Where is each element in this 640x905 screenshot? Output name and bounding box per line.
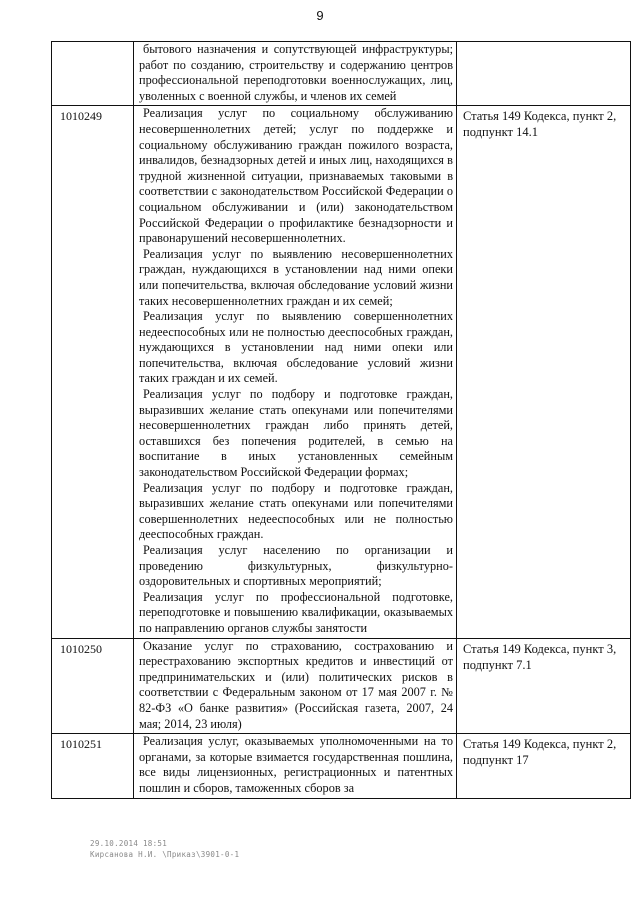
description-text <box>134 639 456 734</box>
tax-code-table <box>51 41 631 799</box>
description-paragraph: Реализация услуг по выявлению совершеннолетних недееспособных или не полностью дееспособных граждан, нуждающихся в установлении над ними опеки или попечительства, включая обследование условий жизни таких граждан и их семей. <box>139 309 453 386</box>
description-text <box>134 106 456 637</box>
row-code <box>52 42 134 106</box>
description-paragraph: Реализация услуг по подбору и подготовке граждан, выразивших желание стать опекунами или попечителями несовершеннолетних граждан либо принять детей, оставшихся без попечения родителей, в семью на воспитание в иных установленных семейным законодательством Российской Федерации формах; <box>139 387 453 480</box>
description-text <box>134 42 456 105</box>
table-row <box>52 106 631 638</box>
row-reference: Статья 149 Кодекса, пункт 3, подпункт 7.1 <box>457 638 631 734</box>
table-body <box>52 42 631 799</box>
row-reference <box>457 42 631 106</box>
document-footer <box>90 838 239 860</box>
table-row <box>52 734 631 798</box>
row-description <box>134 106 457 638</box>
description-paragraph: Реализация услуг по профессиональной подготовке, переподготовке и повышению квалификации, оказываемых по направлению органов службы занятости <box>139 589 453 635</box>
description-paragraph: Реализация услуг населению по организации и проведению физкультурных, физкультурно-оздоровительных и спортивных мероприятий; <box>139 543 453 589</box>
description-paragraph: Оказание услуг по страхованию, сострахованию и перестрахованию экспортных кредитов и инвестиций от предпринимательских и (или) политических рисков в соответствии с Федеральным законом от 17 мая 2007 г. № 82-ФЗ «О банке развития» (Российская газета, 2007, 24 мая; 2014, 23 июля) <box>139 638 453 731</box>
description-paragraph: бытового назначения и сопутствующей инфраструктуры; работ по созданию, строительству и содержанию центров профессиональной переподготовки военнослужащих, лиц, уволенных с военной службы, и членов их семей <box>139 42 453 103</box>
row-code: 1010249 <box>52 106 134 638</box>
row-reference: Статья 149 Кодекса, пункт 2, подпункт 17 <box>457 734 631 798</box>
footer-timestamp: 29.10.2014 18:51 <box>90 839 168 848</box>
row-description <box>134 638 457 734</box>
page-number: 9 <box>316 8 324 23</box>
table-row <box>52 638 631 734</box>
row-description <box>134 42 457 106</box>
row-code: 1010250 <box>52 638 134 734</box>
row-code: 1010251 <box>52 734 134 798</box>
footer-author-path: Кирсанова Н.И. \Приказ\3901-0-1 <box>90 850 240 859</box>
table-row <box>52 42 631 106</box>
row-reference: Статья 149 Кодекса, пункт 2, подпункт 14.1 <box>457 106 631 638</box>
row-description <box>134 734 457 798</box>
description-paragraph: Реализация услуг по социальному обслуживанию несовершеннолетних детей; услуг по поддержке и социальному обслуживанию граждан пожилого возраста, инвалидов, безнадзорных детей и иных лиц, находящихся в трудной жизненной ситуации, признаваемых таковыми в соответствии с законодательством Российской Федерации о социальном обслуживании и (или) законодательством Российской Федерации о профилактике безнадзорности и правонарушений несовершеннолетних. <box>139 106 453 246</box>
description-paragraph: Реализация услуг, оказываемых уполномоченными на то органами, за которые взимается государственная пошлина, все виды лицензионных, регистрационных и патентных пошлин и сборов, таможенных сборов за <box>139 734 453 795</box>
description-text <box>134 734 456 797</box>
description-paragraph: Реализация услуг по выявлению несовершеннолетних граждан, нуждающихся в установлении над ними опеки или попечительства, включая обследование условий жизни таких несовершеннолетних граждан и их семей; <box>139 246 453 308</box>
description-paragraph: Реализация услуг по подбору и подготовке граждан, выразивших желание стать опекунами или попечителями совершеннолетних недееспособных или не полностью дееспособных граждан. <box>139 480 453 542</box>
